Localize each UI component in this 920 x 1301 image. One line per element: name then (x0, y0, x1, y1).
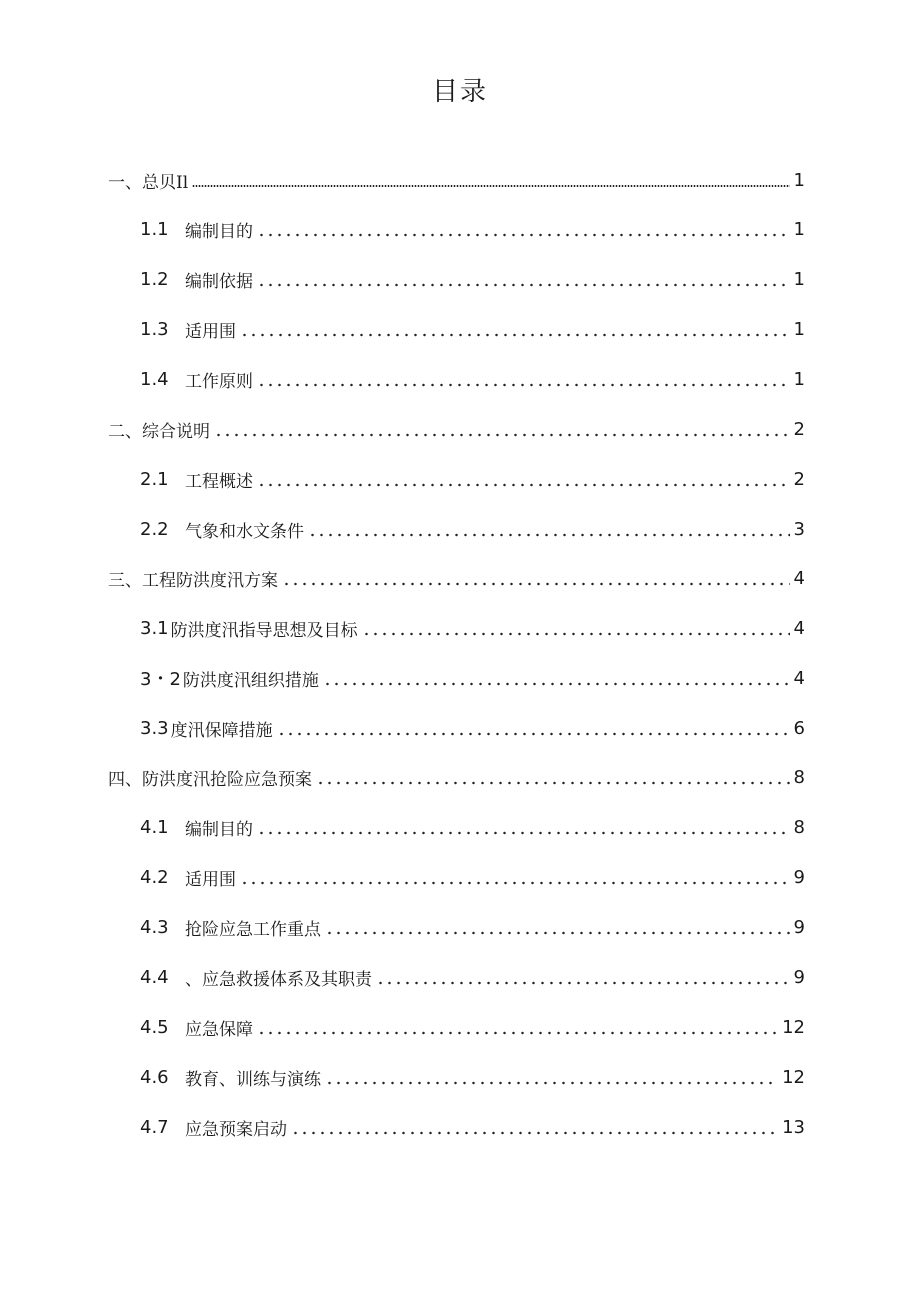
toc-section-number: 4.2 (140, 866, 169, 888)
toc-section-number: 3.3 (140, 717, 169, 739)
toc-page-number: 12 (782, 1016, 805, 1038)
toc-section-number: 1.4 (140, 368, 169, 390)
toc-entry-3-2[interactable] (140, 663, 805, 693)
toc-section-number: 1.1 (140, 218, 169, 240)
toc-entry-1-3[interactable] (140, 314, 805, 344)
page-title: 目录 (431, 77, 488, 107)
toc-entry-label: 编制目的 (185, 819, 253, 840)
dot-leader (257, 812, 790, 842)
toc-entry-4-1[interactable] (140, 812, 805, 842)
dot-leader (257, 364, 790, 394)
toc-entry-label: 二、综合说明 (108, 421, 210, 442)
dot-leader (257, 1012, 778, 1042)
toc-page-number: 8 (793, 816, 805, 838)
toc-section-number: 4.7 (140, 1116, 169, 1138)
toc-page-number: 1 (793, 368, 805, 390)
toc-page-number: 1 (793, 169, 805, 191)
toc-entry-label: 应急预案启动 (185, 1119, 287, 1140)
toc-entry-label: 四、防洪度汛抢险应急预案 (108, 769, 312, 790)
toc-page-number: 9 (793, 966, 805, 988)
toc-entry-label: 抢险应急工作重点 (185, 919, 321, 940)
dot-leader (257, 214, 790, 244)
toc-entry-3-1[interactable] (140, 613, 805, 643)
toc-section-number: 3.1 (140, 617, 169, 639)
toc-entry-label: 三、工程防洪度汛方案 (108, 570, 278, 591)
dot-leader (277, 713, 790, 743)
toc-entry-label: 适用围 (185, 869, 236, 890)
toc-entry-1[interactable] (108, 165, 805, 195)
toc-entry-4-6[interactable] (140, 1062, 805, 1092)
toc-page-number: 4 (793, 617, 805, 639)
toc-entry-1-4[interactable] (140, 364, 805, 394)
toc-section-number: 4.4 (140, 966, 169, 988)
dot-leader (291, 1112, 778, 1142)
toc-section-number: 2.2 (140, 518, 169, 540)
dot-leader (257, 464, 790, 494)
dot-leader (240, 314, 790, 344)
toc-entry-label: 防洪度汛指导思想及目标 (170, 620, 358, 641)
toc-section-number: 4.5 (140, 1016, 169, 1038)
toc-entry-label: 编制依据 (185, 271, 253, 292)
toc-section-number: 3・2 (140, 669, 181, 690)
toc-entry-4[interactable] (108, 762, 805, 792)
toc-page-number: 1 (793, 218, 805, 240)
toc-entry-label: 一、总贝Il (108, 172, 189, 193)
toc-page-number: 2 (793, 418, 805, 440)
toc-page-number: 1 (793, 268, 805, 290)
dot-leader (257, 264, 790, 294)
toc-page-number: 9 (793, 866, 805, 888)
toc-entry-1-1[interactable] (140, 214, 805, 244)
toc-entry-2-2[interactable] (140, 514, 805, 544)
toc-section-number: 2.1 (140, 468, 169, 490)
toc-page-number: 13 (782, 1116, 805, 1138)
toc-section-number: 4.1 (140, 816, 169, 838)
toc-entry-label: 教育、训练与演练 (185, 1069, 321, 1090)
toc-page-number: 9 (793, 916, 805, 938)
toc-section-number: 4.3 (140, 916, 169, 938)
dot-leader (240, 862, 790, 892)
toc-entry-label: 工程概述 (185, 471, 253, 492)
toc-page-number: 8 (793, 766, 805, 788)
toc-entry-4-4[interactable] (140, 962, 805, 992)
toc-entry-3[interactable] (108, 563, 805, 593)
toc-entry-4-7[interactable] (140, 1112, 805, 1142)
toc-entry-3-3[interactable] (140, 713, 805, 743)
dot-leader (214, 414, 790, 444)
dot-leader (192, 165, 789, 195)
toc-page-number: 1 (793, 318, 805, 340)
dot-leader (282, 563, 790, 593)
toc-section-number: 1.3 (140, 318, 169, 340)
toc-entry-label: 编制目的 (185, 221, 253, 242)
toc-entry-label: 防洪度汛组织措施 (182, 670, 319, 691)
toc-entry-4-3[interactable] (140, 912, 805, 942)
toc-page-number: 4 (793, 567, 805, 589)
dot-leader (323, 663, 790, 693)
dot-leader (362, 613, 790, 643)
toc-entry-1-2[interactable] (140, 264, 805, 294)
toc-entry-2-1[interactable] (140, 464, 805, 494)
toc-section-number: 4.6 (140, 1066, 169, 1088)
dot-leader (376, 962, 790, 992)
dot-leader (316, 762, 790, 792)
dot-leader (325, 1062, 778, 1092)
toc-entry-label: 适用围 (185, 321, 236, 342)
toc-entry-4-2[interactable] (140, 862, 805, 892)
toc-page-number: 2 (793, 468, 805, 490)
toc-page-number: 12 (782, 1066, 805, 1088)
toc-page-number: 4 (793, 667, 805, 689)
toc-entry-2[interactable] (108, 414, 805, 444)
dot-leader (308, 514, 790, 544)
toc-entry-label: 、应急救援体系及其职责 (185, 969, 372, 990)
toc-entry-4-5[interactable] (140, 1012, 805, 1042)
toc-entry-label: 气象和水文条件 (185, 521, 304, 542)
dot-leader (325, 912, 790, 942)
toc-page-number: 6 (793, 717, 805, 739)
toc-section-number: 1.2 (140, 268, 169, 290)
toc-entry-label: 工作原则 (185, 371, 253, 392)
toc-page-number: 3 (793, 518, 805, 540)
toc-entry-label: 应急保障 (185, 1019, 253, 1040)
toc-entry-label: 度汛保障措施 (170, 720, 273, 741)
